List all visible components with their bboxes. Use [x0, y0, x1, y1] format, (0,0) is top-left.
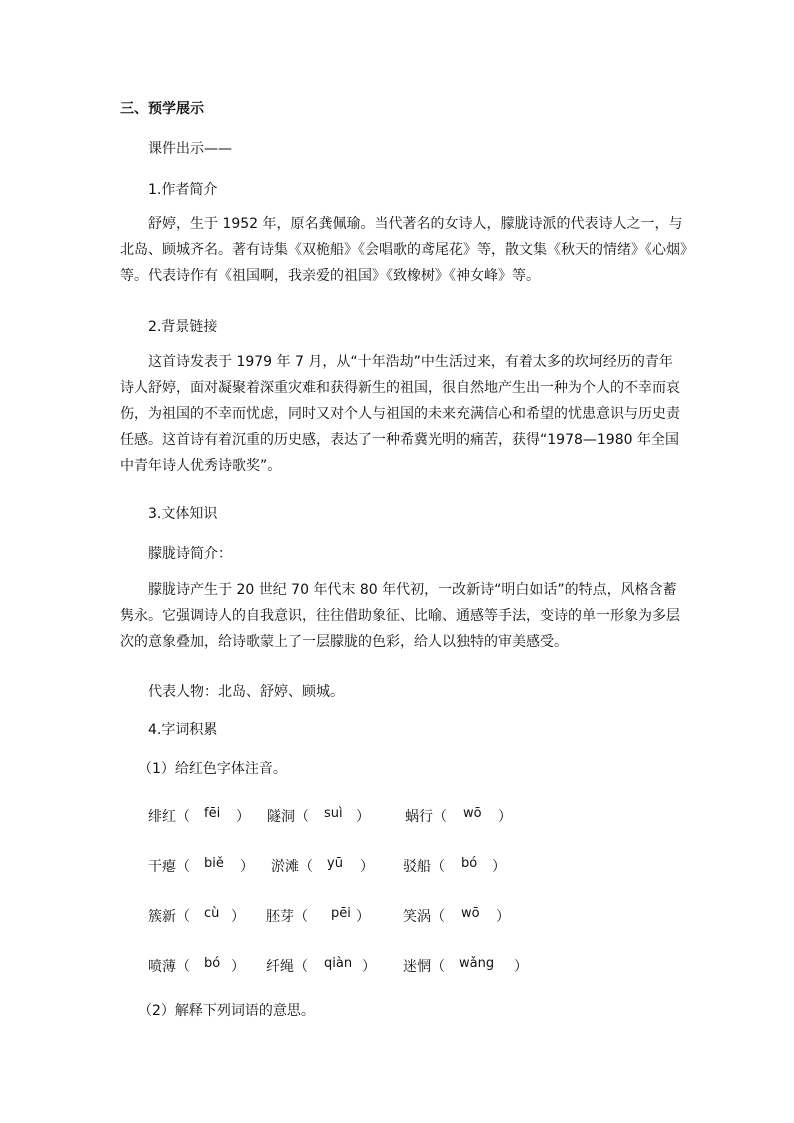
paren-close: ） [496, 909, 510, 925]
item2-line: 任感。这首诗有着沉重的历史感，表达了一种希冀光明的痛苦，获得“1978—1980 年全国 [120, 432, 679, 448]
item1-line: 舒婷，生于 1952 年，原名龚佩瑜。当代著名的女诗人，朦胧诗派的代表诗人之一，与 [148, 216, 683, 232]
item4-heading: 4.字词积累 [148, 722, 218, 738]
item2-line: 这首诗发表于 1979 年 7 月，从“十年浩劫”中生活过来，有着太多的坎坷经历的青年 [148, 354, 673, 370]
paren-close: ） [231, 959, 245, 975]
word: 迷惘（ [403, 959, 445, 975]
item3-heading: 3.文体知识 [148, 506, 218, 522]
paren-close: ） [362, 959, 376, 975]
item3-line: 次的意象叠加，给诗歌蒙上了一层朦胧的色彩，给人以独特的审美感受。 [120, 634, 568, 650]
pinyin-row [0, 956, 794, 976]
paren-close: ） [360, 859, 374, 875]
pinyin-row [0, 906, 794, 926]
word: 绯红（ [148, 809, 190, 825]
paren-close: ） [492, 859, 506, 875]
pinyin-answer: wǎng [459, 956, 495, 971]
item2-line: 中青年诗人优秀诗歌奖”。 [120, 458, 282, 474]
word: 簇新（ [148, 909, 190, 925]
pinyin-answer: cù [204, 906, 220, 921]
word: 隧洞（ [267, 809, 309, 825]
pinyin-answer: fēi [204, 806, 221, 821]
pinyin-answer: biě [204, 856, 224, 871]
item2-line: 伤，为祖国的不幸而忧虑，同时又对个人与祖国的未来充满信心和希望的忧患意识与历史责 [120, 406, 680, 422]
item1-line: 等。代表诗作有《祖国啊，我亲爱的祖国》《致橡树》《神女峰》等。 [120, 268, 540, 284]
word: 驳船（ [403, 859, 445, 875]
word: 喷薄（ [148, 959, 190, 975]
pinyin-row [0, 856, 794, 876]
word: 笑涡（ [403, 909, 445, 925]
paren-close: ） [356, 909, 370, 925]
pinyin-answer: qiàn [324, 956, 353, 971]
item4-sub2: （2）解释下列词语的意思。 [138, 1003, 315, 1019]
item1-line: 北岛、顾城齐名。著有诗集《双桅船》《会唱歌的鸢尾花》等，散文集《秋天的情绪》《心烟》 [120, 242, 694, 258]
word: 干瘪（ [148, 859, 190, 875]
item1-paragraph [120, 211, 694, 289]
courseware-label: 课件出示—— [148, 141, 232, 157]
word: 纤绳（ [266, 959, 308, 975]
item1-heading: 1.作者简介 [148, 182, 218, 198]
item3-line: 朦胧诗产生于 20 世纪 70 年代末 80 年代初，一改新诗“明白如话”的特点，风格含蓄 [148, 582, 677, 598]
word: 蜗行（ [405, 809, 447, 825]
pinyin-answer: pēi [331, 906, 351, 921]
pinyin-answer: bó [204, 956, 221, 971]
item2-paragraph [120, 349, 680, 479]
paren-close: ） [498, 809, 512, 825]
paren-close: ） [514, 959, 528, 975]
pinyin-row [0, 806, 794, 826]
pinyin-answer: yū [327, 856, 343, 871]
item3-representatives: 代表人物：北岛、舒婷、顾城。 [148, 684, 344, 700]
section-title: 三、预学展示 [120, 101, 204, 117]
word: 胚芽（ [266, 909, 308, 925]
paren-close: ） [231, 909, 245, 925]
paren-close: ） [236, 809, 250, 825]
pinyin-answer: wō [463, 806, 482, 821]
paren-close: ） [240, 859, 254, 875]
item3-subheading: 朦胧诗简介： [148, 546, 232, 562]
pinyin-answer: suì [324, 806, 343, 821]
pinyin-answer: wō [461, 906, 480, 921]
word: 淤滩（ [271, 859, 313, 875]
paren-close: ） [356, 809, 370, 825]
item2-line: 诗人舒婷，面对凝聚着深重灾难和获得新生的祖国，很自然地产生出一种为个人的不幸而哀 [120, 380, 680, 396]
pinyin-answer: bó [461, 856, 478, 871]
item3-paragraph [120, 577, 680, 655]
item2-heading: 2.背景链接 [148, 319, 218, 335]
item3-line: 隽永。它强调诗人的自我意识，往往借助象征、比喻、通感等手法，变诗的单一形象为多层 [120, 608, 680, 624]
item4-sub1: （1）给红色字体注音。 [138, 761, 287, 777]
